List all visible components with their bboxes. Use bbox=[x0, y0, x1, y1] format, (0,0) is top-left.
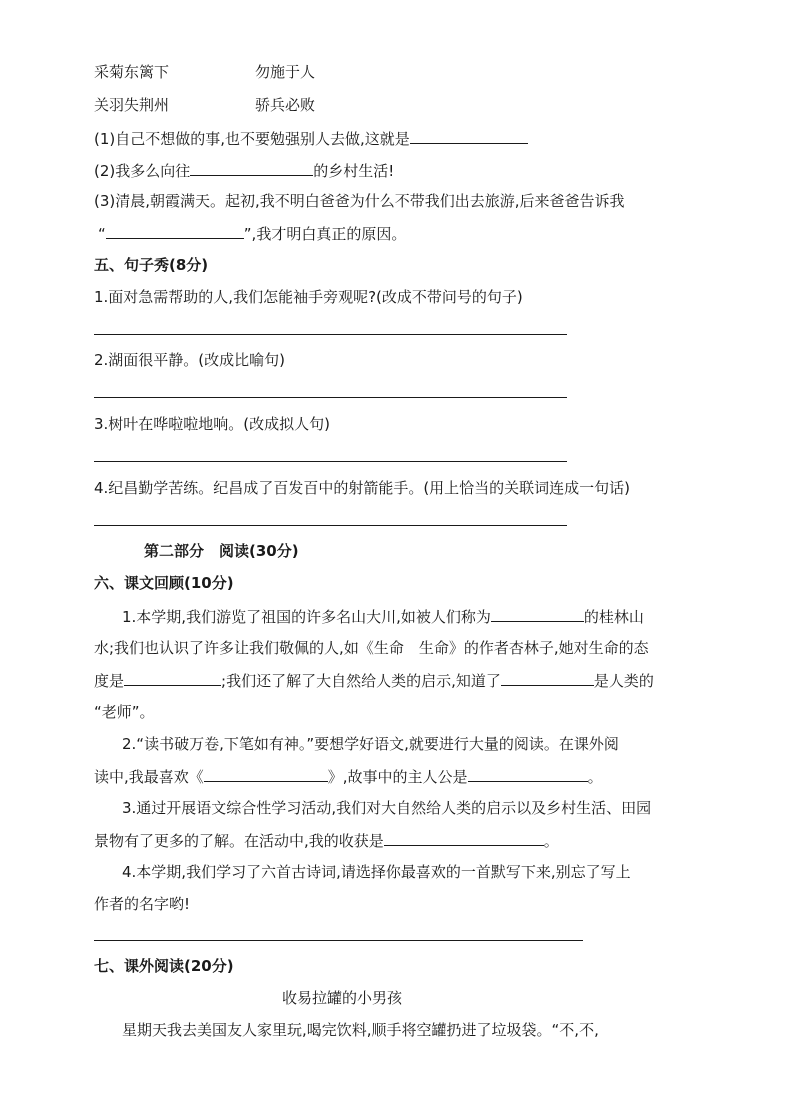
review-item-3-line2 bbox=[94, 830, 559, 851]
answer-blank[interactable] bbox=[190, 160, 313, 176]
sentence-item-4: 4.纪昌勤学苦练。纪昌成了百发百中的射箭能手。(用上恰当的关联词连成一句话) bbox=[94, 479, 631, 497]
answer-line[interactable] bbox=[94, 940, 583, 941]
open-quote: “ bbox=[98, 225, 106, 243]
answer-line[interactable] bbox=[94, 397, 567, 398]
review-item-1-line3 bbox=[94, 670, 654, 691]
fill-question-3-line1: (3)清晨,朝霞满天。起初,我不明白爸爸为什么不带我们出去旅游,后来爸爸告诉我 bbox=[94, 192, 625, 210]
review-item-2-text-c: 》,故事中的主人公是 bbox=[327, 768, 468, 786]
sentence-item-1: 1.面对急需帮助的人,我们怎能袖手旁观呢?(改成不带问号的句子) bbox=[94, 288, 523, 306]
review-item-4-line1: 4.本学期,我们学习了六首古诗词,请选择你最喜欢的一首默写下来,别忘了写上 bbox=[122, 863, 631, 881]
part-2-title: 第二部分 阅读(30分) bbox=[144, 542, 299, 560]
fill-question-3-text-b: ”,我才明白真正的原因。 bbox=[243, 225, 407, 243]
review-item-1-line1 bbox=[122, 606, 644, 627]
review-item-1-text-d: 度是 bbox=[94, 672, 125, 690]
answer-blank[interactable] bbox=[106, 223, 244, 239]
answer-blank[interactable] bbox=[468, 766, 588, 782]
fill-question-1 bbox=[94, 128, 528, 149]
review-item-1-line4: “老师”。 bbox=[94, 703, 155, 721]
review-item-2-text-b: 读中,我最喜欢《 bbox=[94, 768, 204, 786]
sentence-item-3: 3.树叶在哗啦啦地响。(改成拟人句) bbox=[94, 415, 331, 433]
review-item-1-text-a: 1.本学期,我们游览了祖国的许多名山大川,如被人们称为 bbox=[122, 608, 491, 626]
review-item-3-text-c: 。 bbox=[543, 832, 559, 850]
review-item-3-text-b: 景物有了更多的了解。在活动中,我的收获是 bbox=[94, 832, 384, 850]
answer-blank[interactable] bbox=[124, 670, 221, 686]
idiom-right-1: 勿施于人 bbox=[255, 63, 316, 81]
section-6-title: 六、课文回顾(10分) bbox=[94, 574, 234, 592]
review-item-2-line2 bbox=[94, 766, 603, 787]
review-item-2-text-d: 。 bbox=[587, 768, 603, 786]
story-title: 收易拉罐的小男孩 bbox=[282, 989, 403, 1007]
answer-blank[interactable] bbox=[410, 128, 528, 144]
idiom-left-2: 关羽失荆州 bbox=[94, 96, 170, 114]
section-7-title: 七、课外阅读(20分) bbox=[94, 957, 234, 975]
answer-blank[interactable] bbox=[204, 766, 328, 782]
story-line-1: 星期天我去美国友人家里玩,喝完饮料,顺手将空罐扔进了垃圾袋。“不,不, bbox=[122, 1021, 599, 1039]
section-5-title: 五、句子秀(8分) bbox=[94, 256, 209, 274]
review-item-1-text-e: ;我们还了解了大自然给人类的启示,知道了 bbox=[221, 672, 501, 690]
fill-question-2 bbox=[94, 160, 394, 181]
answer-line[interactable] bbox=[94, 461, 567, 462]
answer-line[interactable] bbox=[94, 334, 567, 335]
idiom-left-1: 采菊东篱下 bbox=[94, 63, 170, 81]
fill-question-1-text: (1)自己不想做的事,也不要勉强别人去做,这就是 bbox=[94, 130, 410, 148]
idiom-right-2: 骄兵必败 bbox=[255, 96, 316, 114]
answer-line[interactable] bbox=[94, 525, 567, 526]
answer-blank[interactable] bbox=[384, 830, 544, 846]
fill-question-3-line2 bbox=[98, 223, 406, 244]
fill-question-2-text-b: 的乡村生活! bbox=[313, 162, 395, 180]
review-item-3-line1: 3.通过开展语文综合性学习活动,我们对大自然给人类的启示以及乡村生活、田园 bbox=[122, 799, 652, 817]
answer-blank[interactable] bbox=[501, 670, 594, 686]
review-item-1-text-f: 是人类的 bbox=[593, 672, 654, 690]
review-item-1-line2: 水;我们也认识了许多让我们敬佩的人,如《生命 生命》的作者杏林子,她对生命的态 bbox=[94, 639, 649, 657]
fill-question-2-text-a: (2)我多么向往 bbox=[94, 162, 191, 180]
review-item-1-text-b: 的桂林山 bbox=[583, 608, 644, 626]
review-item-2-line1: 2.“读书破万卷,下笔如有神。”要想学好语文,就要进行大量的阅读。在课外阅 bbox=[122, 735, 619, 753]
answer-blank[interactable] bbox=[491, 606, 584, 622]
sentence-item-2: 2.湖面很平静。(改成比喻句) bbox=[94, 351, 286, 369]
review-item-4-line2: 作者的名字哟! bbox=[94, 895, 191, 913]
